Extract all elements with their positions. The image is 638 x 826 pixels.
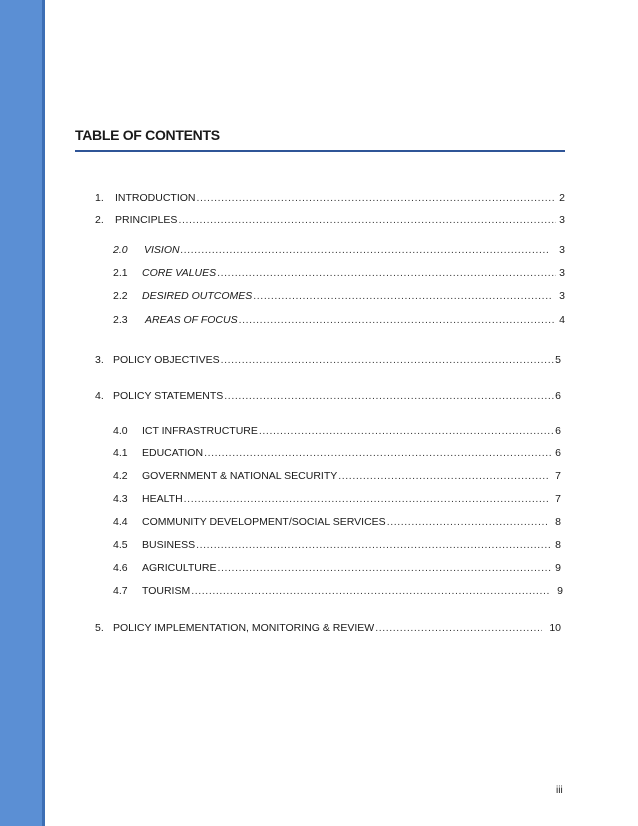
- toc-entry-principles[interactable]: [95, 213, 565, 227]
- toc-entry-page: 8: [555, 539, 561, 551]
- toc-entry-page: 3: [559, 267, 565, 279]
- toc-entry-number: 2.: [95, 214, 104, 226]
- toc-entry-areas-of-focus[interactable]: [113, 313, 565, 327]
- sidebar-accent-bar: [0, 0, 45, 826]
- toc-entry-community-development[interactable]: [113, 515, 561, 529]
- toc-entry-ict-infrastructure[interactable]: [113, 424, 561, 438]
- toc-entry-number: 4.6: [113, 562, 128, 574]
- toc-entry-label: VISION: [144, 244, 180, 256]
- toc-entry-page: 6: [555, 425, 561, 437]
- toc-leader-dots: [196, 538, 552, 552]
- toc-entry-label: AREAS OF FOCUS: [145, 314, 238, 326]
- toc-leader-dots: [239, 313, 555, 327]
- toc-entry-number: 4.4: [113, 516, 128, 528]
- toc-entry-label: DESIRED OUTCOMES: [142, 290, 253, 302]
- toc-entry-label: GOVERNMENT & NATIONAL SECURITY: [142, 470, 338, 482]
- toc-entry-page: 9: [555, 562, 561, 574]
- toc-leader-dots: [387, 515, 548, 529]
- toc-entry-page: 4: [559, 314, 565, 326]
- toc-entry-label: HEALTH: [142, 493, 183, 505]
- toc-entry-policy-statements[interactable]: [95, 389, 561, 403]
- toc-entry-vision[interactable]: [113, 243, 565, 257]
- toc-entry-page: 9: [557, 585, 563, 597]
- toc-entry-education[interactable]: [113, 446, 561, 460]
- toc-leader-dots: [181, 243, 551, 257]
- title-underline: [75, 150, 565, 152]
- toc-entry-label: POLICY OBJECTIVES: [113, 354, 220, 366]
- toc-entry-page: 2: [559, 192, 565, 204]
- toc-entry-label: ICT INFRASTRUCTURE: [142, 425, 258, 437]
- toc-entry-core-values[interactable]: [113, 266, 565, 280]
- toc-leader-dots: [184, 492, 549, 506]
- toc-entry-number: 2.3: [113, 314, 128, 326]
- page-title: TABLE OF CONTENTS: [75, 127, 220, 143]
- toc-leader-dots: [217, 561, 552, 575]
- toc-entry-page: 6: [555, 447, 561, 459]
- toc-entry-label: TOURISM: [142, 585, 191, 597]
- toc-entry-number: 2.2: [113, 290, 128, 302]
- toc-entry-business[interactable]: [113, 538, 561, 552]
- page-number: iii: [556, 785, 563, 796]
- toc-leader-dots: [221, 353, 555, 367]
- toc-leader-dots: [191, 584, 550, 598]
- toc-entry-introduction[interactable]: [95, 191, 565, 205]
- toc-entry-label: CORE VALUES: [142, 267, 217, 279]
- toc-entry-policy-implementation[interactable]: [95, 621, 561, 635]
- toc-entry-tourism[interactable]: [113, 584, 563, 598]
- toc-entry-number: 5.: [95, 622, 104, 634]
- toc-entry-number: 1.: [95, 192, 104, 204]
- toc-entry-page: 8: [555, 516, 561, 528]
- toc-leader-dots: [217, 266, 556, 280]
- toc-leader-dots: [259, 424, 554, 438]
- toc-entry-label: COMMUNITY DEVELOPMENT/SOCIAL SERVICES: [142, 516, 386, 528]
- toc-entry-number: 4.2: [113, 470, 128, 482]
- toc-entry-desired-outcomes[interactable]: [113, 289, 565, 303]
- toc-entry-number: 4.5: [113, 539, 128, 551]
- toc-entry-label: AGRICULTURE: [142, 562, 217, 574]
- toc-entry-number: 4.1: [113, 447, 128, 459]
- toc-entry-page: 7: [555, 493, 561, 505]
- toc-entry-number: 4.: [95, 390, 104, 402]
- toc-leader-dots: [338, 469, 548, 483]
- toc-entry-page: 7: [555, 470, 561, 482]
- toc-entry-number: 2.0: [113, 244, 128, 256]
- toc-entry-label: POLICY IMPLEMENTATION, MONITORING & REVIEW: [113, 622, 375, 634]
- toc-entry-label: BUSINESS: [142, 539, 196, 551]
- toc-entry-page: 10: [549, 622, 561, 634]
- toc-entry-label: EDUCATION: [142, 447, 204, 459]
- toc-leader-dots: [204, 446, 552, 460]
- toc-entry-page: 6: [555, 390, 561, 402]
- toc-leader-dots: [375, 621, 542, 635]
- toc-entry-page: 5: [555, 354, 561, 366]
- toc-entry-page: 3: [559, 214, 565, 226]
- toc-leader-dots: [178, 213, 556, 227]
- toc-leader-dots: [224, 389, 554, 403]
- toc-entry-policy-objectives[interactable]: [95, 353, 561, 367]
- toc-entry-government-national-security[interactable]: [113, 469, 561, 483]
- toc-entry-page: 3: [559, 290, 565, 302]
- toc-entry-number: 3.: [95, 354, 104, 366]
- toc-entry-page: 3: [559, 244, 565, 256]
- toc-entry-number: 4.0: [113, 425, 128, 437]
- toc-entry-label: INTRODUCTION: [115, 192, 196, 204]
- toc-entry-label: PRINCIPLES: [115, 214, 178, 226]
- toc-entry-agriculture[interactable]: [113, 561, 561, 575]
- toc-leader-dots: [197, 191, 557, 205]
- toc-entry-health[interactable]: [113, 492, 561, 506]
- toc-entry-label: POLICY STATEMENTS: [113, 390, 224, 402]
- toc-entry-number: 4.7: [113, 585, 128, 597]
- toc-leader-dots: [253, 289, 552, 303]
- toc-entry-number: 4.3: [113, 493, 128, 505]
- toc-entry-number: 2.1: [113, 267, 128, 279]
